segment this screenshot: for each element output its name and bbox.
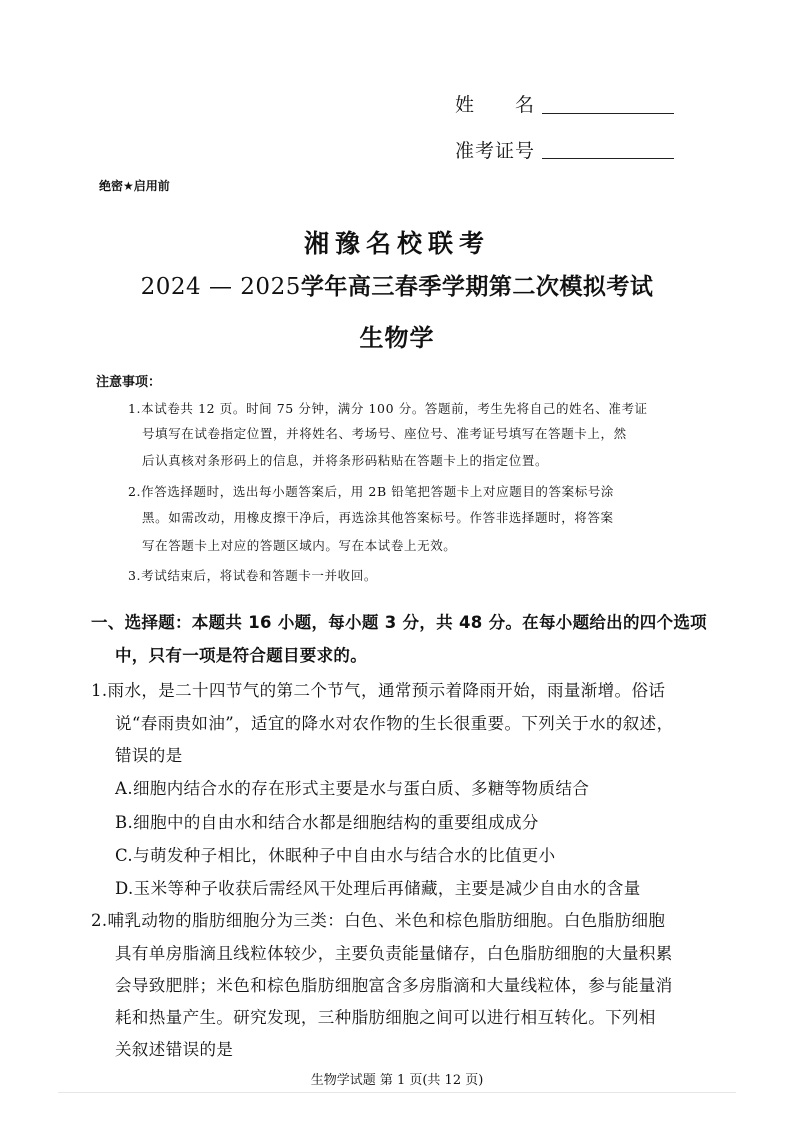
exam-id-field[interactable]	[542, 158, 674, 159]
notice-line: 后认真核对条形码上的信息，并将条形码粘贴在答题卡上的指定位置。	[142, 453, 549, 468]
question-2-stem-line: 关叙述错误的是	[115, 1040, 234, 1059]
name-label: 姓 名	[455, 94, 536, 116]
exam-title-line1: 湘豫名校联考	[303, 229, 490, 258]
notice-line: 1.本试卷共 12 页。时间 75 分钟，满分 100 分。答题前，考生先将自己的姓名、准考证	[128, 401, 648, 416]
section-heading-line1: 一、选择题：本题共 16 小题，每小题 3 分，共 48 分。在每小题给出的四个选项	[91, 613, 707, 632]
exam-id-label: 准考证号	[455, 140, 536, 162]
question-1-option-b: B.细胞中的自由水和结合水都是细胞结构的重要组成成分	[115, 813, 539, 832]
question-2-stem-line: 具有单房脂滴且线粒体较少，主要负责能量储存，白色脂肪细胞的大量积累	[115, 944, 673, 963]
page-footer: 生物学试题 第 1 页(共 12 页)	[310, 1073, 484, 1088]
exam-title-rest: 学年高三春季学期第二次模拟考试	[300, 273, 654, 300]
notice-heading: 注意事项：	[96, 375, 162, 390]
notice-line: 3.考试结束后，将试卷和答题卡一并收回。	[128, 568, 377, 583]
question-1-stem-line: 错误的是	[115, 746, 183, 765]
notice-line: 号填写在试卷指定位置，并将姓名、考场号、座位号、准考证号填写在答题卡上，然	[142, 426, 627, 441]
subject-title: 生物学	[359, 323, 435, 352]
question-1-option-c: C.与萌发种子相比，休眠种子中自由水与结合水的比值更小	[115, 846, 556, 865]
notice-line: 黑。如需改动，用橡皮擦干净后，再选涂其他答案标号。作答非选择题时，将答案	[142, 510, 614, 525]
confidential-mark: 绝密★启用前	[99, 179, 170, 193]
notice-line: 写在答题卡上对应的答题区域内。写在本试卷上无效。	[142, 538, 457, 553]
question-1-stem-line: 说“春雨贵如油”，适宜的降水对农作物的生长很重要。下列关于水的叙述，	[115, 714, 674, 733]
notice-line: 2.作答选择题时，选出每小题答案后，用 2B 铅笔把答题卡上对应题目的答案标号涂	[128, 484, 615, 499]
section-heading-line2: 中，只有一项是符合题目要求的。	[115, 646, 367, 665]
question-2-stem-line: 会导致肥胖；米色和棕色脂肪细胞富含多房脂滴和大量线粒体，参与能量消	[115, 976, 673, 995]
name-field[interactable]	[542, 113, 674, 114]
question-1-stem-line: 1.雨水，是二十四节气的第二个节气，通常预示着降雨开始，雨量渐增。俗话	[91, 681, 666, 700]
question-1-option-a: A.细胞内结合水的存在形式主要是水与蛋白质、多糖等物质结合	[115, 779, 590, 798]
question-2-stem-line: 2.哺乳动物的脂肪细胞分为三类：白色、米色和棕色脂肪细胞。白色脂肪细胞	[91, 911, 666, 930]
bottom-divider	[58, 1092, 736, 1093]
exam-title-line2	[0, 268, 794, 301]
question-2-stem-line: 耗和热量产生。研究发现，三种脂肪细胞之间可以进行相互转化。下列相	[115, 1008, 656, 1027]
question-1-option-d: D.玉米等种子收获后需经风干处理后再储藏，主要是减少自由水的含量	[115, 879, 641, 898]
exam-years: 2024 — 2025	[140, 274, 301, 300]
